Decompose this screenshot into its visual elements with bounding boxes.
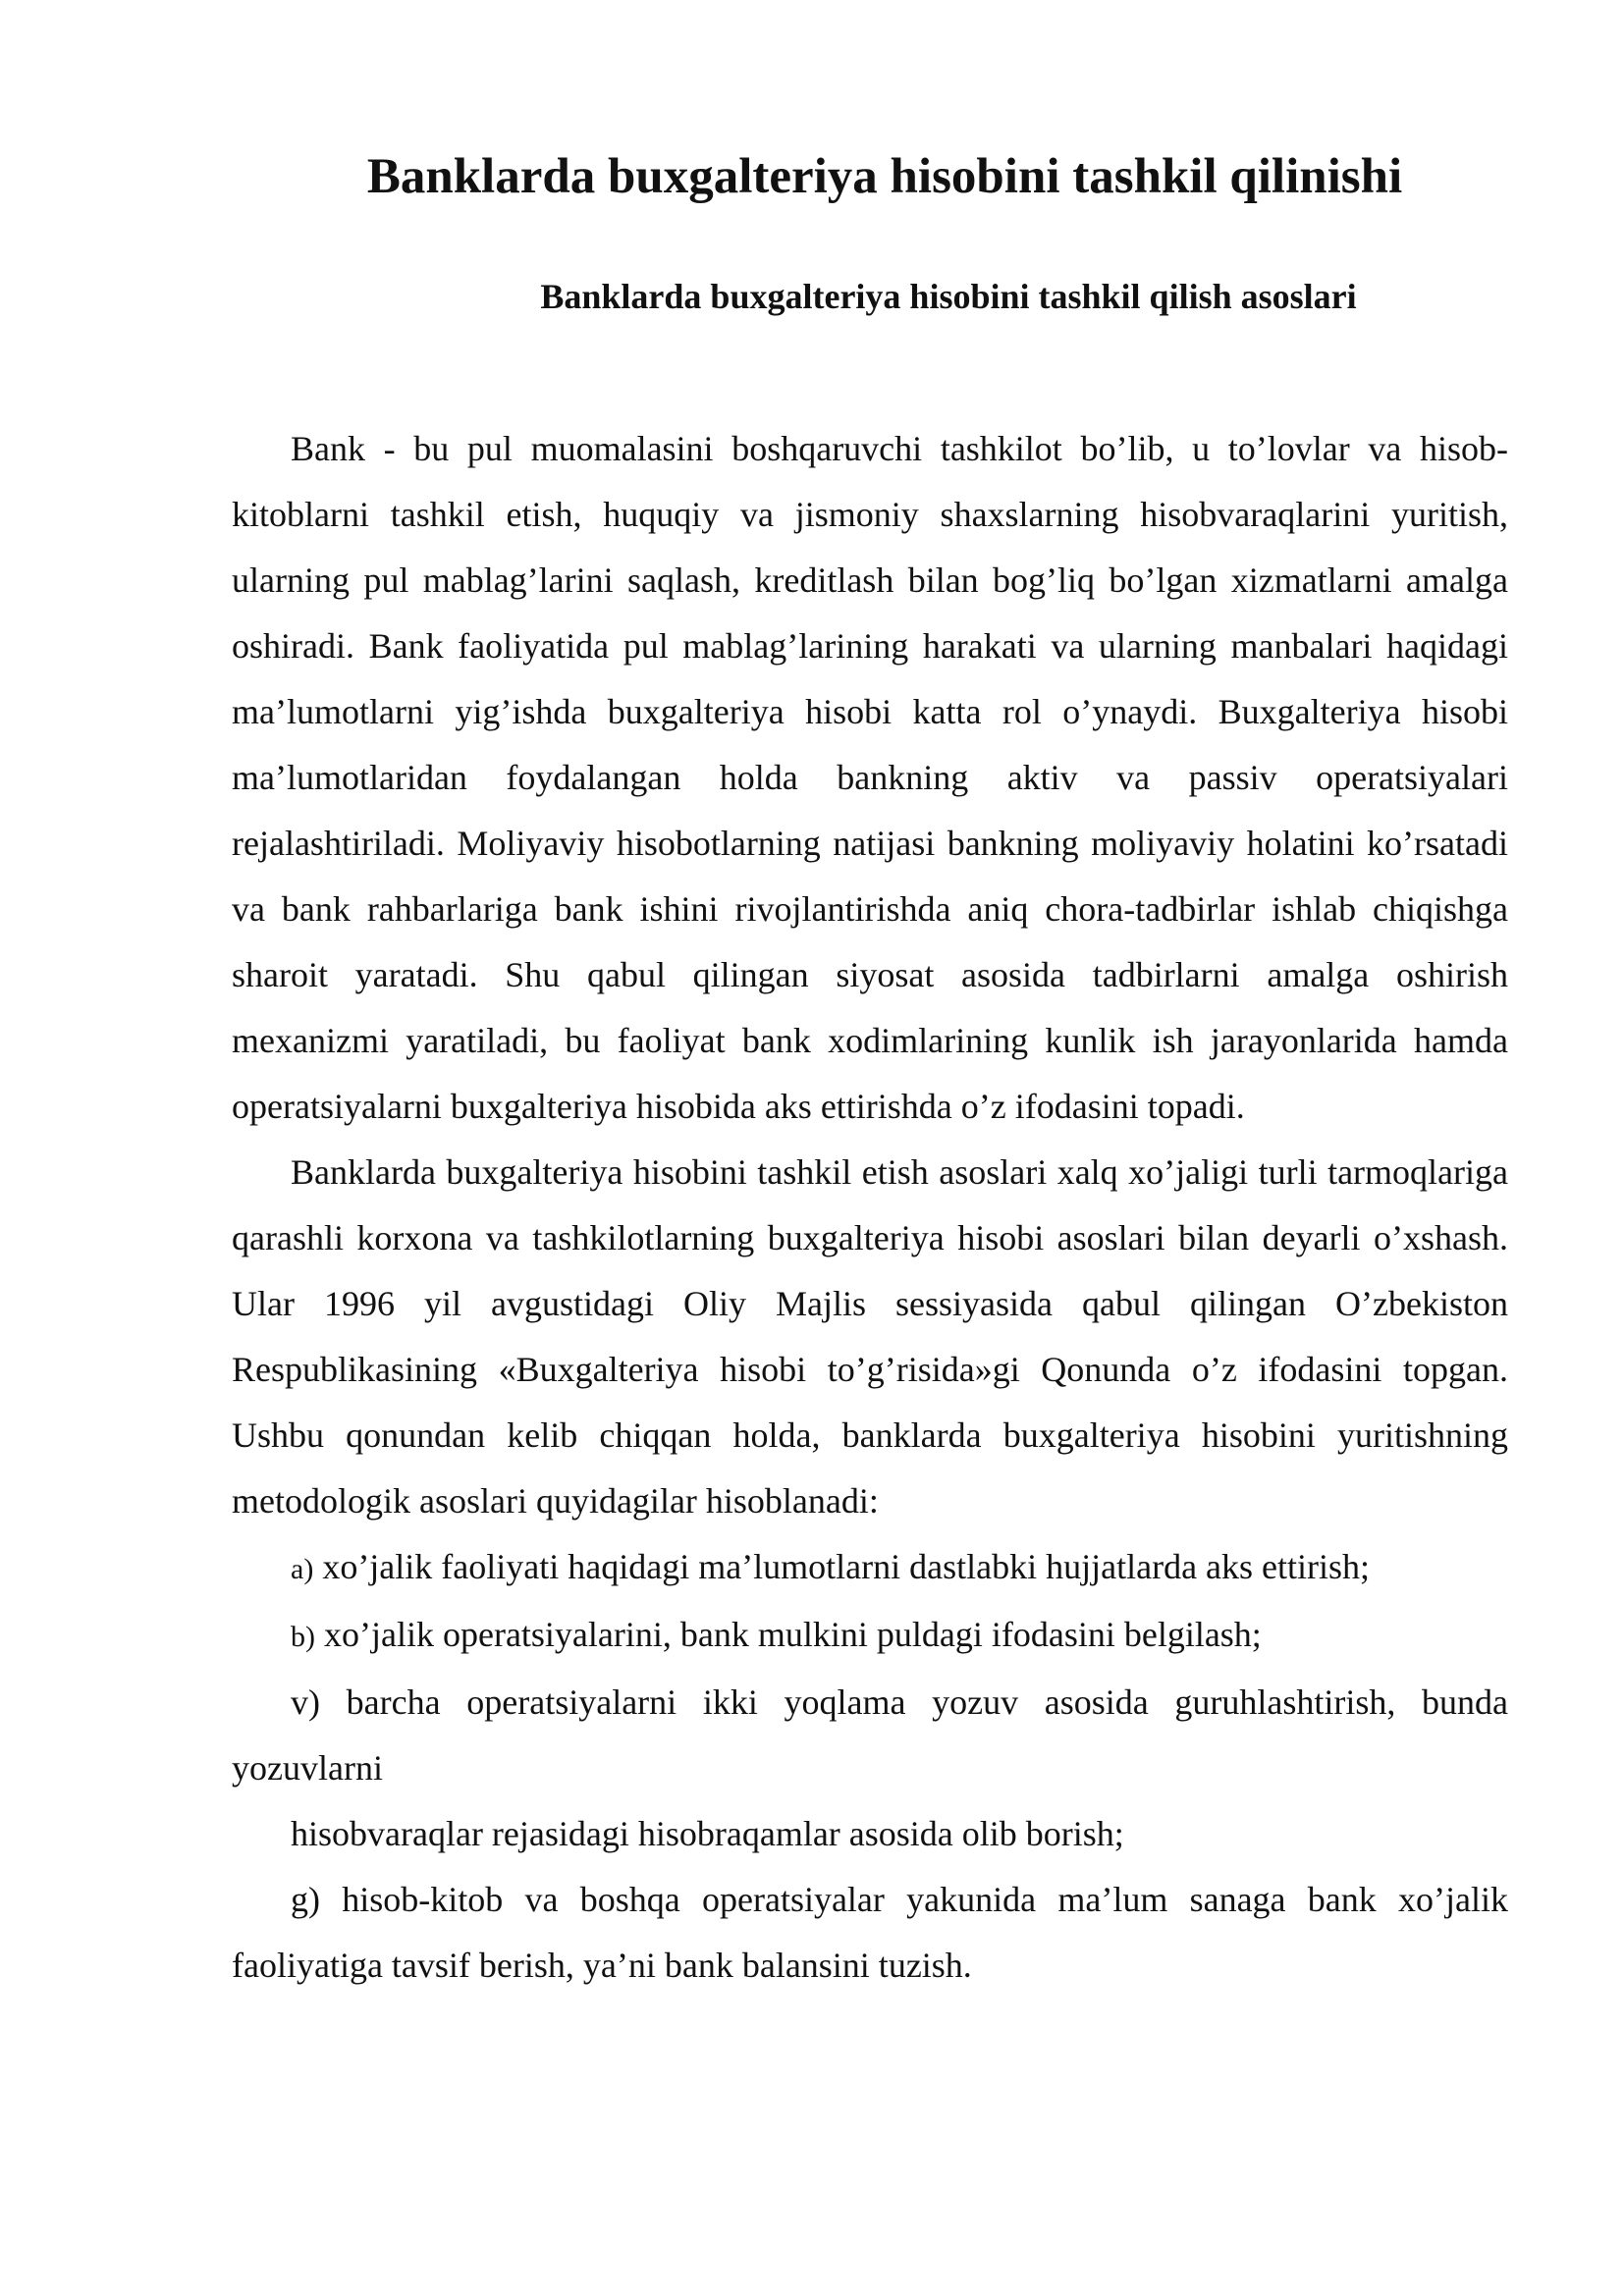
list-marker: v) [291,1682,320,1723]
list-item-a [232,1534,1508,1602]
paragraph-bank-definition: Bank - bu pul muomalasini boshqaruvchi tashkilot bo’lib, u to’lovlar va hisob-kitoblarni tashkil etish, huquqiy va jismoniy shaxslarning hisobvaraqlarini yuritish, ularning pul mablag’larini saqlash, kreditlash bilan bog’liq bo’lgan xizmatlarni amalga oshiradi. Bank faoliyatida pul mablag’larining harakati va ularning manbalari haqidagi ma’lumotlarni yig’ishda buxgalteriya hisobi katta rol o’ynaydi. Buxgalteriya hisobi ma’lumotlaridan foydalangan holda bankning aktiv va passiv operatsiyalari rejalashtiriladi. Moliyaviy hisobotlarning natijasi bankning moliyaviy holatini ko’rsatadi va bank rahbarlariga bank ishini rivojlantirishda aniq chora-tadbirlar ishlab chiqishga sharoit yaratadi. Shu qabul qilingan siyosat asosida tadbirlarni amalga oshirish mexanizmi yaratiladi, bu faoliyat bank xodimlarining kunlik ish jarayonlarida hamda operatsiyalarni buxgalteriya hisobida aks ettirishda o’z ifodasini topadi. [232,429,1508,1127]
paragraph-accounting-basis: Banklarda buxgalteriya hisobini tashkil etish asoslari xalq xo’jaligi turli tarmoqlariga qarashli korxona va tashkilotlarning buxgalteriya hisobi asoslari bilan deyarli o’xshash. Ular 1996 yil avgustidagi Oliy Majlis sessiyasida qabul qilingan O’zbekiston Respublikasining «Buxgalteriya hisobi to’g’risida»gi Qonunda o’z ifodasini topgan. Ushbu qonundan kelib chiqqan holda, banklarda buxgalteriya hisobini yuritishning metodologik asoslari quyidagilar hisoblanadi: [232,1152,1508,1522]
document-page [232,147,1508,1999]
document-title: Banklarda buxgalteriya hisobini tashkil qilinishi [366,149,1403,204]
document-body [232,416,1508,1999]
list-item-b [232,1602,1508,1670]
list-item-text: xo’jalik faoliyati haqidagi ma’lumotlarni dastlabki hujjatlarda aks ettirish; [322,1547,1371,1587]
section-subtitle: Banklarda buxgalteriya hisobini tashkil qilish asoslari [540,277,1357,317]
list-marker: b) [291,1621,315,1654]
list-item-text: hisob-kitob va boshqa operatsiyalar yakunida ma’lum sanaga bank xo’jalik faoliyatiga tavsif berish, ya’ni bank balansini tuzish. [232,1880,1508,1986]
list-item-v [232,1670,1508,1801]
list-item-text: xo’jalik operatsiyalarini, bank mulkini puldagi ifodasini belgilash; [324,1615,1262,1655]
list-marker: g) [291,1880,320,1920]
list-marker: a) [291,1553,314,1586]
list-item-g [232,1867,1508,1999]
list-item-text: barcha operatsiyalarni ikki yoqlama yozuv asosida guruhlashtirish, bunda yozuvlarni [232,1682,1509,1789]
list-item-v-continuation: hisobvaraqlar rejasidagi hisobraqamlar asosida olib borish; [291,1814,1124,1854]
